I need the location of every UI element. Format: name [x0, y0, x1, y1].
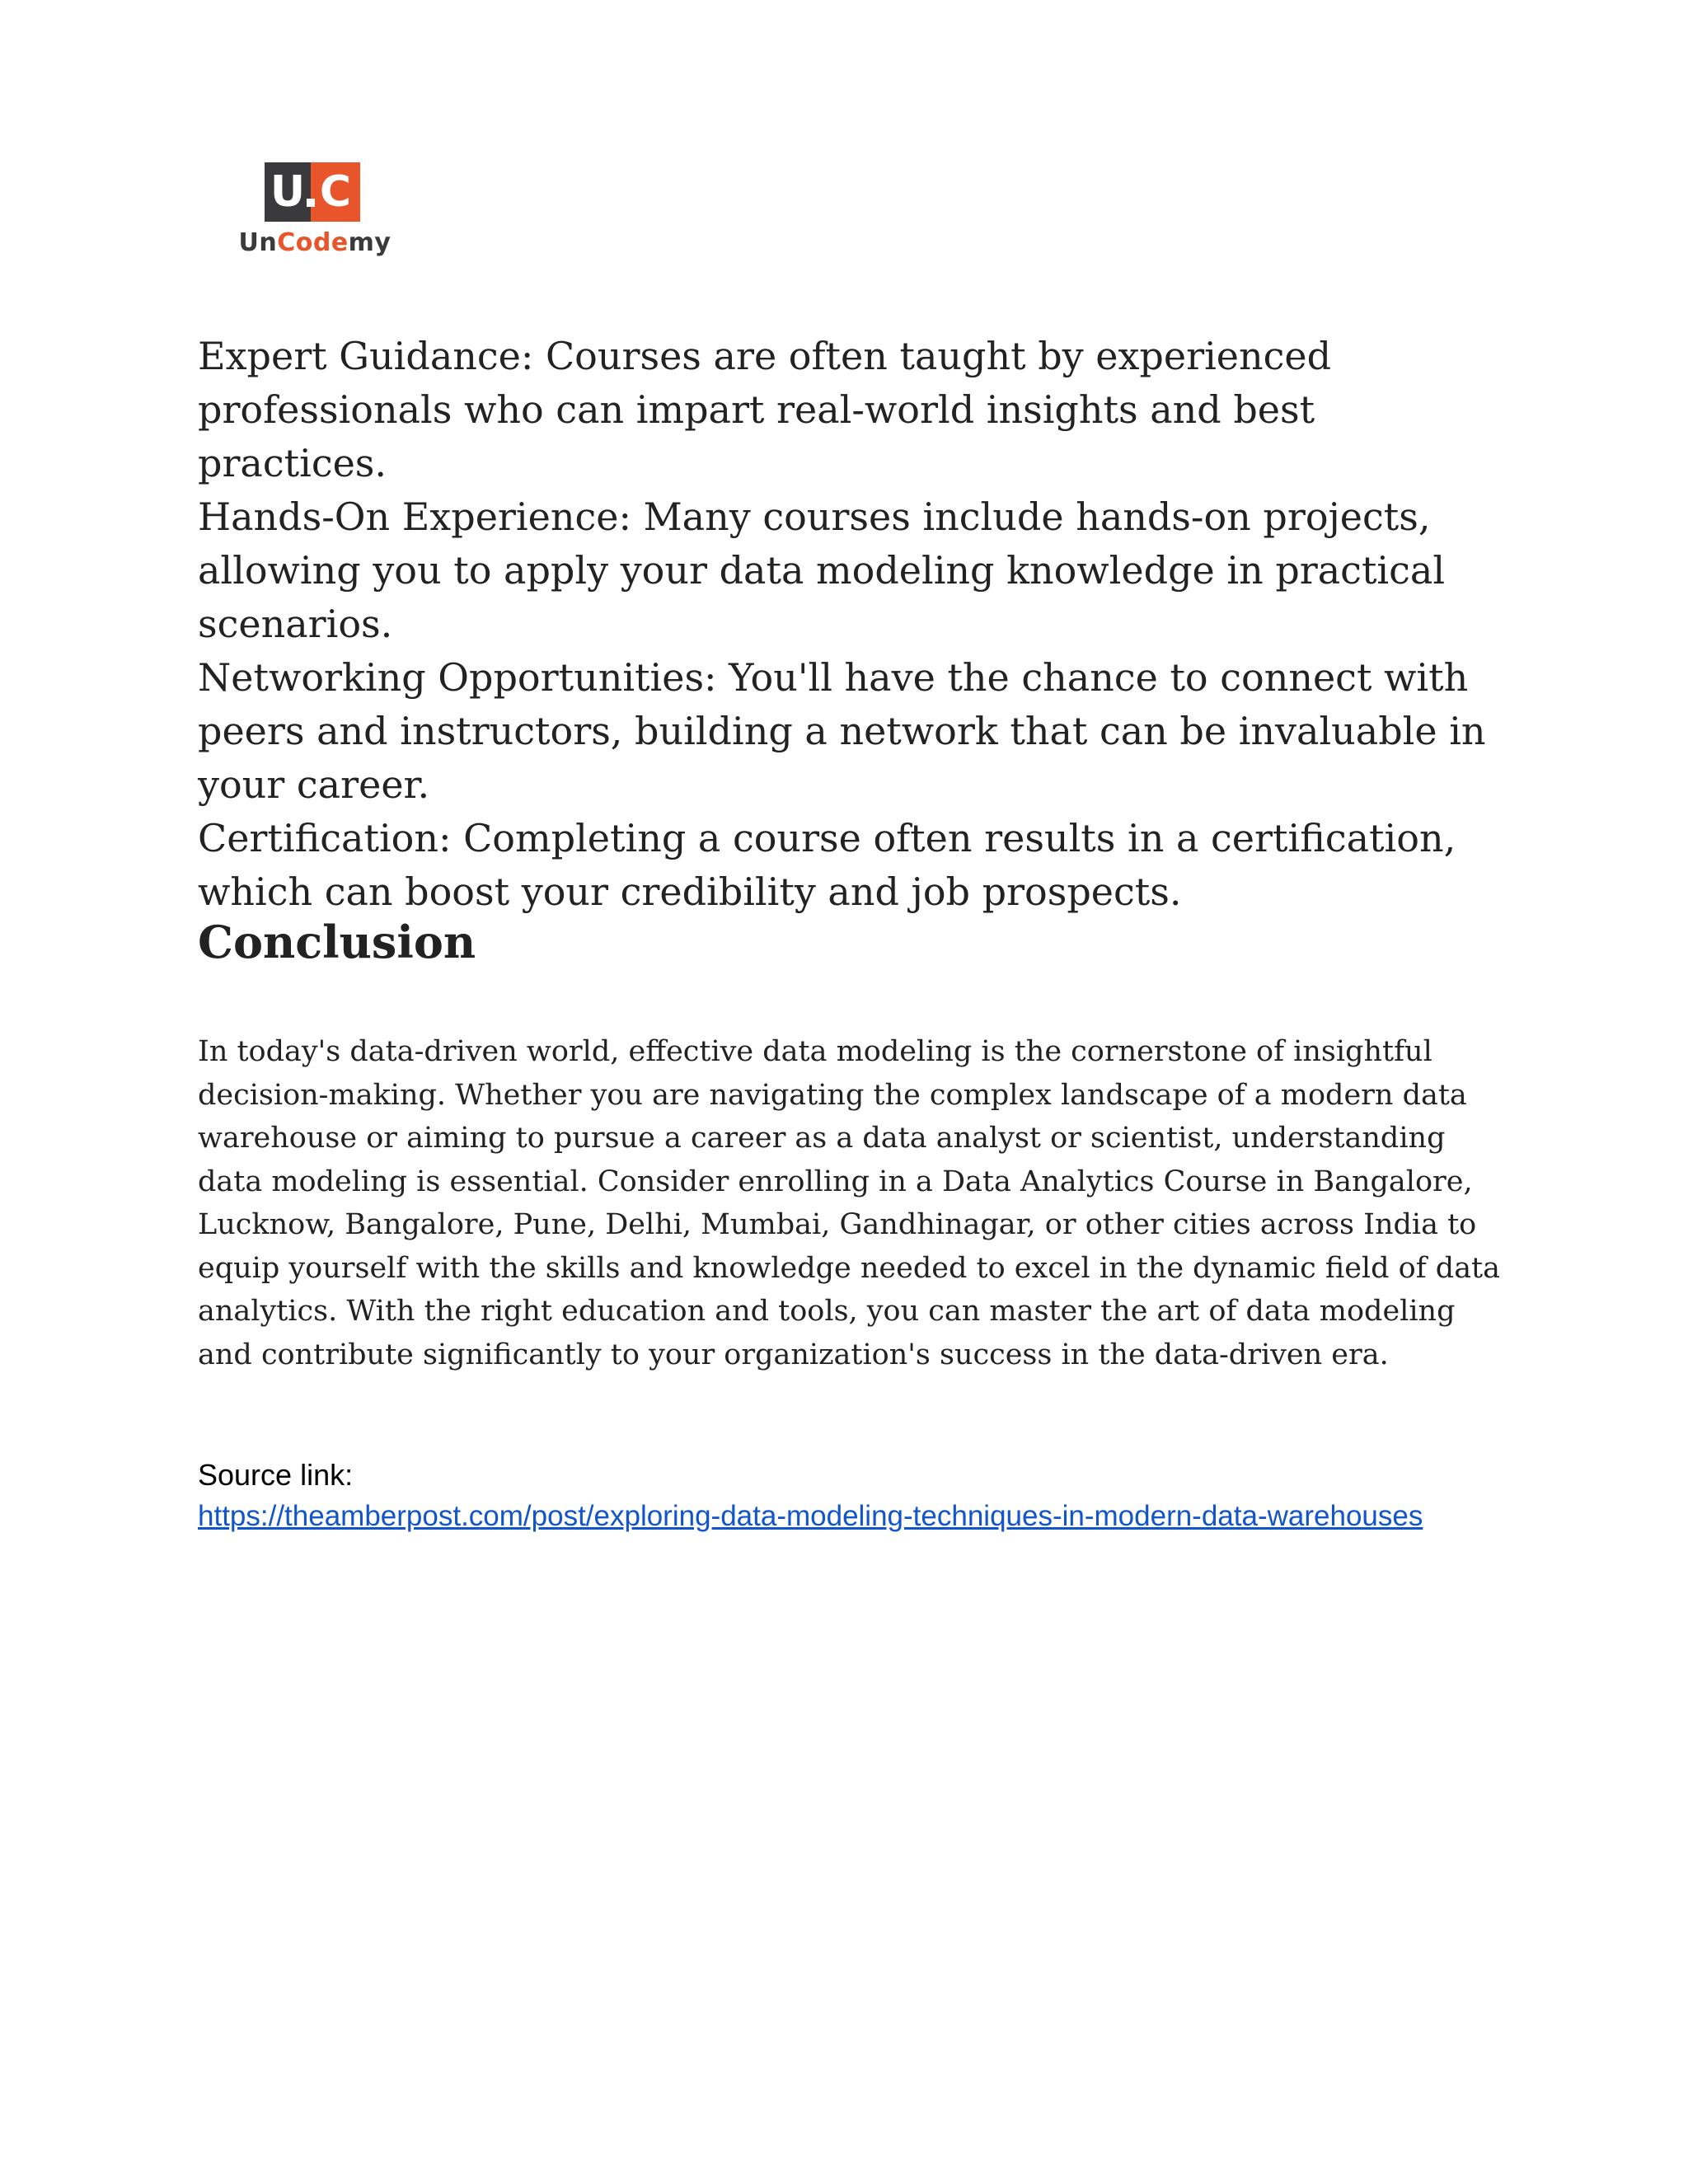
logo-mark — [265, 162, 360, 222]
logo-letter-c: C — [311, 162, 360, 222]
benefit-hands-on-experience: Hands-On Experience: Many courses include hands-on projects, allowing you to apply your data modeling knowledge in practical scenarios. — [198, 494, 1446, 646]
benefit-expert-guidance: Expert Guidance: Courses are often taught by experienced professionals who can impart real-world insights and best practices. — [198, 334, 1332, 485]
source-label: Source link: — [198, 1458, 354, 1492]
logo-word-my: my — [348, 228, 392, 257]
benefits-list — [198, 330, 1500, 919]
logo-word-un: Un — [238, 228, 278, 257]
benefit-networking: Networking Opportunities: You'll have the chance to connect with peers and instructors, building a network that can be invaluable in your career. — [198, 655, 1486, 807]
source-link[interactable]: https://theamberpost.com/post/exploring-data-modeling-techniques-in-modern-data-warehouses — [198, 1500, 1423, 1532]
logo-letter-u: U — [265, 162, 311, 222]
conclusion-paragraph: In today's data-driven world, effective data modeling is the cornerstone of insightful decision-making. Whether you are navigating the complex landscape of a modern data warehouse or aiming to pursue a career as a data analyst or scientist, understanding data modeling is essential. Consider enrolling in a Data Analytics Course in Bangalore, Lucknow, Bangalore, Pune, Delhi, Mumbai, Gandhinagar, or other cities across India to equip yourself with the skills and knowledge needed to excel in the dynamic field of data analytics. With the right education and tools, you can master the art of data modeling and contribute significantly to your organization's success in the data-driven era. — [198, 1035, 1500, 1371]
uncodemy-logo — [237, 162, 393, 265]
logo-word-code: Code — [277, 228, 349, 257]
conclusion-heading: Conclusion — [198, 916, 476, 968]
logo-wordmark — [237, 227, 393, 260]
logo-dot — [307, 199, 315, 207]
benefit-certification: Certification: Completing a course often results in a certification, which can boost your credibility and job prospects. — [198, 816, 1456, 914]
